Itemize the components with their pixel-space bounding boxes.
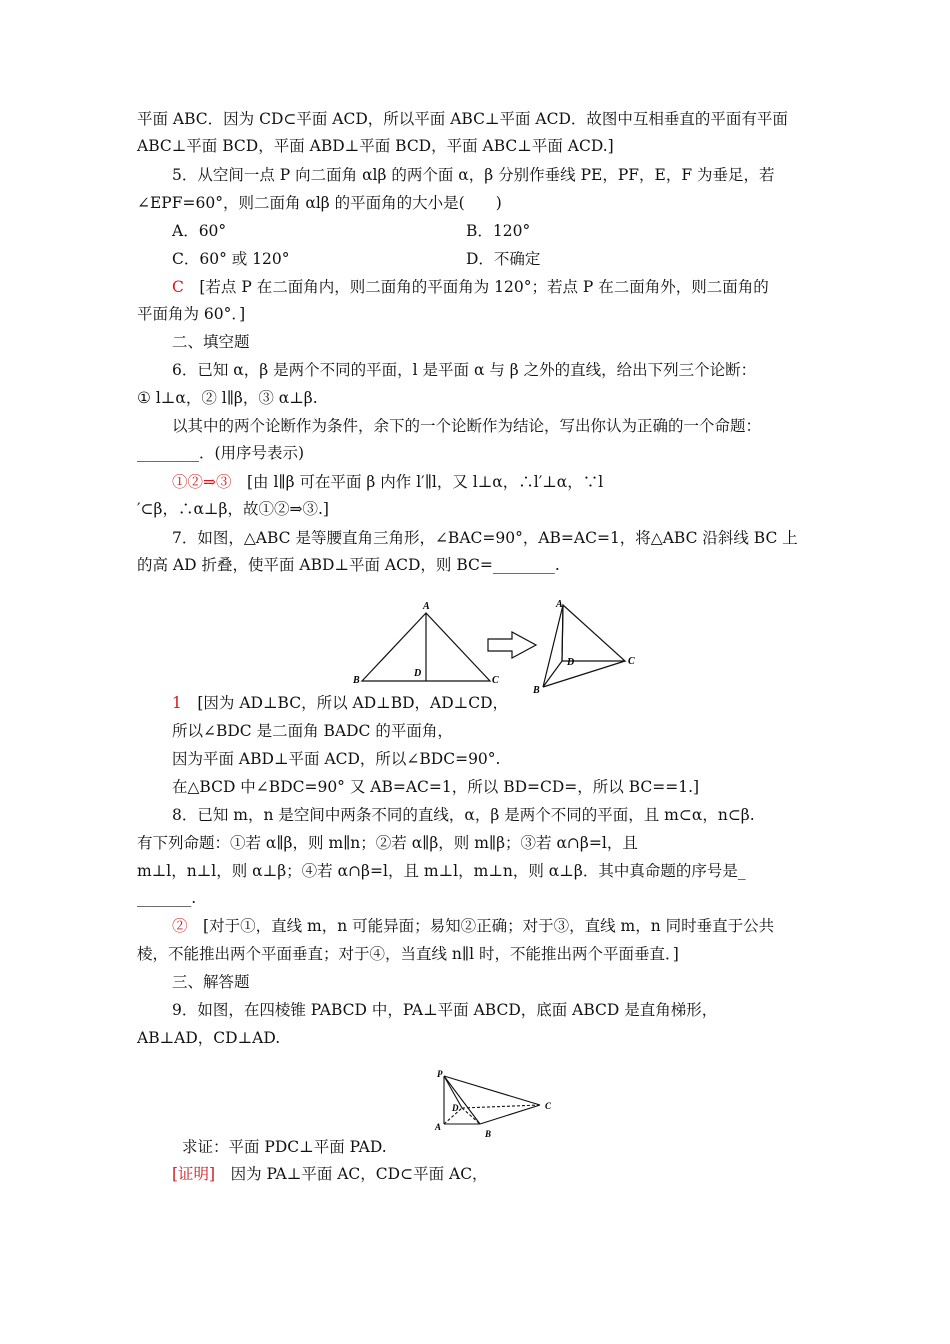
text-line-l20 xyxy=(172,693,508,713)
line-text: 因为 PA⊥平面 AC，CD⊂平面 AC， xyxy=(215,1165,488,1183)
line-text: m⊥l，n⊥l，则 α⊥β；④若 α∩β=l，且 m⊥l，m⊥n，则 α⊥β．其中真命题的序号是_ xyxy=(137,862,746,880)
label-d: D xyxy=(414,668,422,679)
text-line-l29 xyxy=(137,944,679,964)
line-text: _______. xyxy=(137,889,197,907)
label-b-folded: B xyxy=(533,685,540,695)
text-line-l11 xyxy=(172,332,250,352)
text-line-l02 xyxy=(137,136,614,156)
text-line-l34 xyxy=(172,1164,488,1184)
text-line-l14 xyxy=(172,416,761,436)
label-p: P xyxy=(437,1069,443,1079)
text-line-l28 xyxy=(172,916,774,936)
text-line-l32 xyxy=(137,1028,280,1048)
line-text: B．120° xyxy=(466,222,531,240)
line-text: ① l⊥α，② l∥β，③ α⊥β. xyxy=(137,389,318,407)
arrow-icon xyxy=(488,632,536,658)
label-b: B xyxy=(485,1129,492,1139)
edge-db xyxy=(462,1108,480,1124)
answer-mark: ①②⇒③ xyxy=(172,473,232,491)
line-text: [由 l∥β 可在平面 β 内作 l′∥l，又 l⊥α，∴l′⊥α，∵l xyxy=(231,473,604,491)
text-line-l10 xyxy=(137,304,245,324)
text-line-l09 xyxy=(172,277,769,297)
label-b: B xyxy=(353,675,360,686)
line-text: 平面角为 60°．] xyxy=(137,305,246,323)
text-line-l04 xyxy=(137,193,502,213)
edge-bc xyxy=(480,1105,540,1124)
line-text: 因为平面 ABD⊥平面 ACD，所以∠BDC=90°. xyxy=(172,750,501,768)
folded-face-acd xyxy=(562,605,625,661)
label-d-folded: D xyxy=(567,657,575,668)
line-text: 平面 ABC．因为 CD⊂平面 ACD，所以平面 ABC⊥平面 ACD．故图中互相垂直的平面有平面 xyxy=(137,110,788,128)
text-line-l12 xyxy=(172,360,756,380)
text-line-l24 xyxy=(172,805,755,825)
text-line-l16 xyxy=(172,472,603,492)
text-line-l17 xyxy=(137,499,329,519)
figure-fold-triangle xyxy=(350,595,650,695)
text-line-l06 xyxy=(466,221,530,241)
text-line-l27 xyxy=(137,888,196,908)
label-d: D xyxy=(452,1103,459,1113)
text-line-l30 xyxy=(172,972,250,992)
label-c: C xyxy=(492,675,499,686)
answer-mark: 1 xyxy=(172,694,182,712)
text-line-l19 xyxy=(137,555,560,575)
text-line-l18 xyxy=(172,528,798,548)
label-c-folded: C xyxy=(628,656,635,667)
folded-face-abd xyxy=(543,605,563,687)
text-line-l25 xyxy=(137,833,638,853)
text-line-l15 xyxy=(137,443,304,463)
line-text: 求证：平面 PDC⊥平面 PAD. xyxy=(182,1138,387,1156)
line-text: [对于①，直线 m，n 可能异面；易知②正确；对于③，直线 m，n 同时垂直于公共 xyxy=(187,917,775,935)
line-text: ABC⊥平面 BCD，平面 ABD⊥平面 BCD，平面 ABC⊥平面 ACD.] xyxy=(137,137,614,155)
text-line-l22 xyxy=(172,749,500,769)
line-text: ∠EPF=60°，则二面角 αlβ 的平面角的大小是( ) xyxy=(137,194,502,212)
text-line-l26 xyxy=(137,861,746,881)
line-text: 8．已知 m，n 是空间中两条不同的直线，α，β 是两个不同的平面，且 m⊂α，n⊂β. xyxy=(172,806,755,824)
answer-mark: ② xyxy=(172,917,188,935)
line-text: ________．(用序号表示) xyxy=(137,444,305,462)
line-text: ′⊂β，∴α⊥β，故①②⇒③.] xyxy=(137,500,329,518)
text-line-l23 xyxy=(172,777,699,797)
line-text: 以其中的两个论断作为条件，余下的一个论断作为结论，写出你认为正确的一个命题： xyxy=(172,417,762,435)
text-line-l13 xyxy=(137,388,318,408)
line-text: D．不确定 xyxy=(466,250,541,268)
folded-edge-bc xyxy=(543,661,625,687)
edge-pb xyxy=(444,1076,480,1124)
text-line-l21 xyxy=(172,721,453,741)
label-c: C xyxy=(545,1101,552,1111)
text-line-l31 xyxy=(172,1000,717,1020)
edge-dc xyxy=(462,1105,540,1108)
line-text: 的高 AD 折叠，使平面 ABD⊥平面 ACD，则 BC=________. xyxy=(137,556,560,574)
line-text: 6．已知 α，β 是两个不同的平面，l 是平面 α 与 β 之外的直线，给出下列三个论断： xyxy=(172,361,757,379)
line-text: 二、填空题 xyxy=(172,333,250,351)
line-text: [若点 P 在二面角内，则二面角的平面角为 120°；若点 P 在二面角外，则二面角的 xyxy=(183,278,769,296)
text-line-l05 xyxy=(172,221,226,241)
label-a-folded: A xyxy=(556,599,563,610)
text-line-l08 xyxy=(466,249,540,269)
line-text: 有下列命题：①若 α∥β，则 m∥n；②若 α∥β，则 m∥β；③若 α∩β=l，且 xyxy=(137,834,638,852)
line-text: 5．从空间一点 P 向二面角 αlβ 的两个面 α，β 分别作垂线 PE，PF，E，F 为垂足，若 xyxy=(172,166,775,184)
line-text: [因为 AD⊥BC，所以 AD⊥BD，AD⊥CD， xyxy=(181,694,509,712)
line-text: 7．如图，△ABC 是等腰直角三角形，∠BAC=90°，AB=AC=1，将△ABC 沿斜线 BC 上 xyxy=(172,529,798,547)
text-line-l07 xyxy=(172,249,290,269)
text-line-l01 xyxy=(137,109,788,129)
line-text: 在△BCD 中∠BDC=90° 又 AB=AC=1，所以 BD=CD=，所以 BC==1.] xyxy=(172,778,700,796)
line-text: 所以∠BDC 是二面角 BADC 的平面角， xyxy=(172,722,453,740)
line-text: 棱，不能推出两个平面垂直；对于④，当直线 n∥l 时，不能推出两个平面垂直．] xyxy=(137,945,679,963)
figure-pyramid xyxy=(432,1068,562,1140)
line-text: 9．如图，在四棱锥 PABCD 中，PA⊥平面 ABCD，底面 ABCD 是直角梯形， xyxy=(172,1001,718,1019)
label-a: A xyxy=(423,601,430,612)
line-text: 三、解答题 xyxy=(172,973,250,991)
line-text: AB⊥AD，CD⊥AD. xyxy=(137,1029,281,1047)
line-text: A．60° xyxy=(172,222,227,240)
answer-mark: C xyxy=(172,278,184,296)
answer-mark: [证明] xyxy=(172,1165,216,1183)
text-line-l03 xyxy=(172,165,775,185)
line-text: C．60° 或 120° xyxy=(172,250,290,268)
text-line-l33 xyxy=(182,1137,387,1157)
label-a: A xyxy=(435,1122,442,1132)
